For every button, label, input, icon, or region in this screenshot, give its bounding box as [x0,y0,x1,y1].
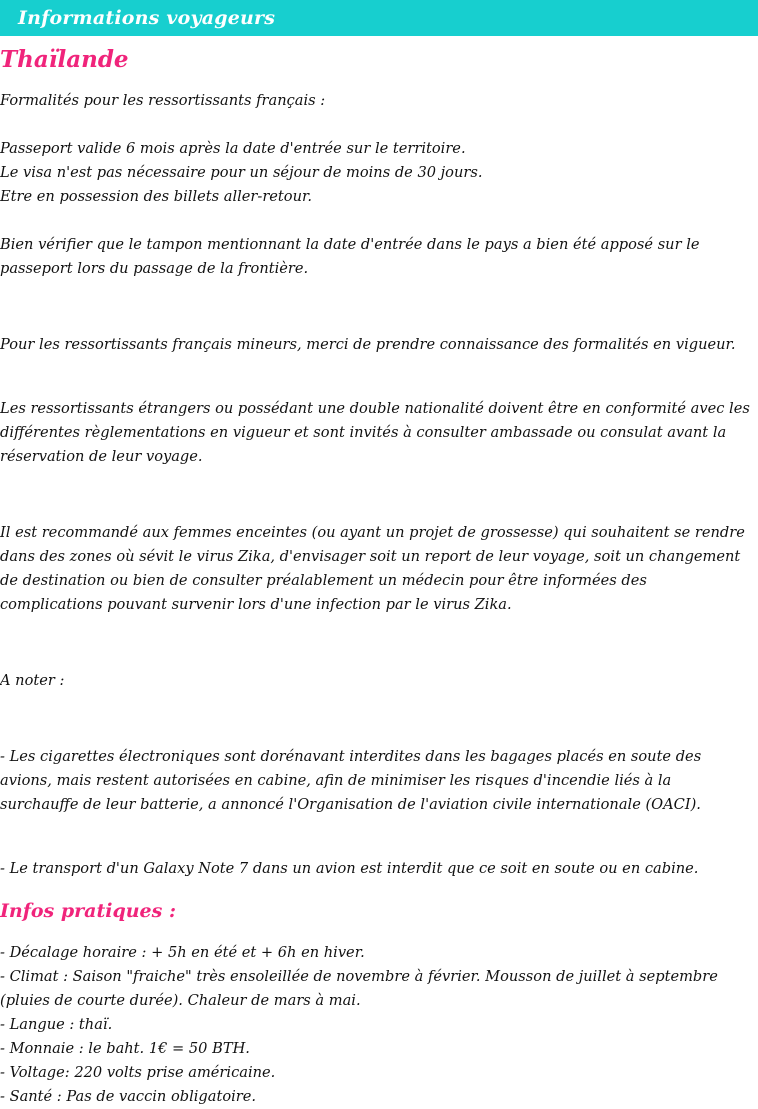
practical-info-list [0,941,754,1109]
spacer [0,817,754,857]
country-heading: Thaïlande [0,46,129,73]
formalities-label: Formalités pour les ressortissants français : [0,91,326,109]
practical-item-language: - Langue : thaï. [0,1016,113,1034]
practical-item-health: - Santé : Pas de vaccin obligatoire. [0,1088,257,1106]
practical-item-climate: - Climat : Saison "fraiche" très ensoleillée de novembre à février. Mousson de juillet à septembre (pluies de courte durée). Chaleur de mars à mai. [0,968,718,1010]
notes-label: A noter : [0,671,65,689]
spacer [0,469,754,521]
practical-item-currency: - Monnaie : le baht. 1€ = 50 BTH. [0,1040,250,1058]
spacer [0,209,754,233]
requirement-item: Passeport valide 6 mois après la date d'entrée sur le territoire. [0,139,466,157]
zika-note: Il est recommandé aux femmes enceintes (ou ayant un projet de grossesse) qui souhaitent se rendre dans des zones où sévit le virus Zika, d'envisager soit un report de leur voyage, soit un changement de destination ou bien de consulter préalablement un médecin pour être informées des complications pouvant survenir lors d'une infection par le virus Zika. [0,523,745,613]
requirement-item: Le visa n'est pas nécessaire pour un séjour de moins de 30 jours. [0,163,483,181]
spacer [0,75,754,89]
spacer [0,927,754,941]
spacer [0,693,754,745]
spacer [0,113,754,137]
spacer [0,281,754,333]
spacer [0,617,754,669]
foreigners-note: Les ressortissants étrangers ou possédant une double nationalité doivent être en conformité avec les différentes règlementations en vigueur et sont invités à consulter ambassade ou consulat avant la réservation de leur voyage. [0,399,750,465]
note-item-galaxy-note: - Le transport d'un Galaxy Note 7 dans un avion est interdit que ce soit en soute ou en cabine. [0,859,699,877]
practical-item-timezone: - Décalage horaire : + 5h en été et + 6h en hiver. [0,944,365,962]
minors-note: Pour les ressortissants français mineurs, merci de prendre connaissance des formalités en vigueur. [0,335,736,353]
page-title: Informations voyageurs [18,7,276,29]
document-content [0,46,758,1109]
practical-info-heading: Infos pratiques : [0,899,176,922]
spacer [0,357,754,397]
note-item-ecigarettes: - Les cigarettes électroniques sont dorénavant interdites dans les bagages placés en soute des avions, mais restent autorisées en cabine, afin de minimiser les risques d'incendie liés à la surchauffe de leur batterie, a annoncé l'Organisation de l'aviation civile internationale (OACI). [0,747,702,813]
page-header [0,0,758,36]
requirement-item: Etre en possession des billets aller-retour. [0,187,312,205]
requirements-list [0,137,754,209]
practical-item-voltage: - Voltage: 220 volts prise américaine. [0,1064,276,1082]
stamp-note: Bien vérifier que le tampon mentionnant la date d'entrée dans le pays a bien été apposé sur le passeport lors du passage de la frontière. [0,235,700,277]
